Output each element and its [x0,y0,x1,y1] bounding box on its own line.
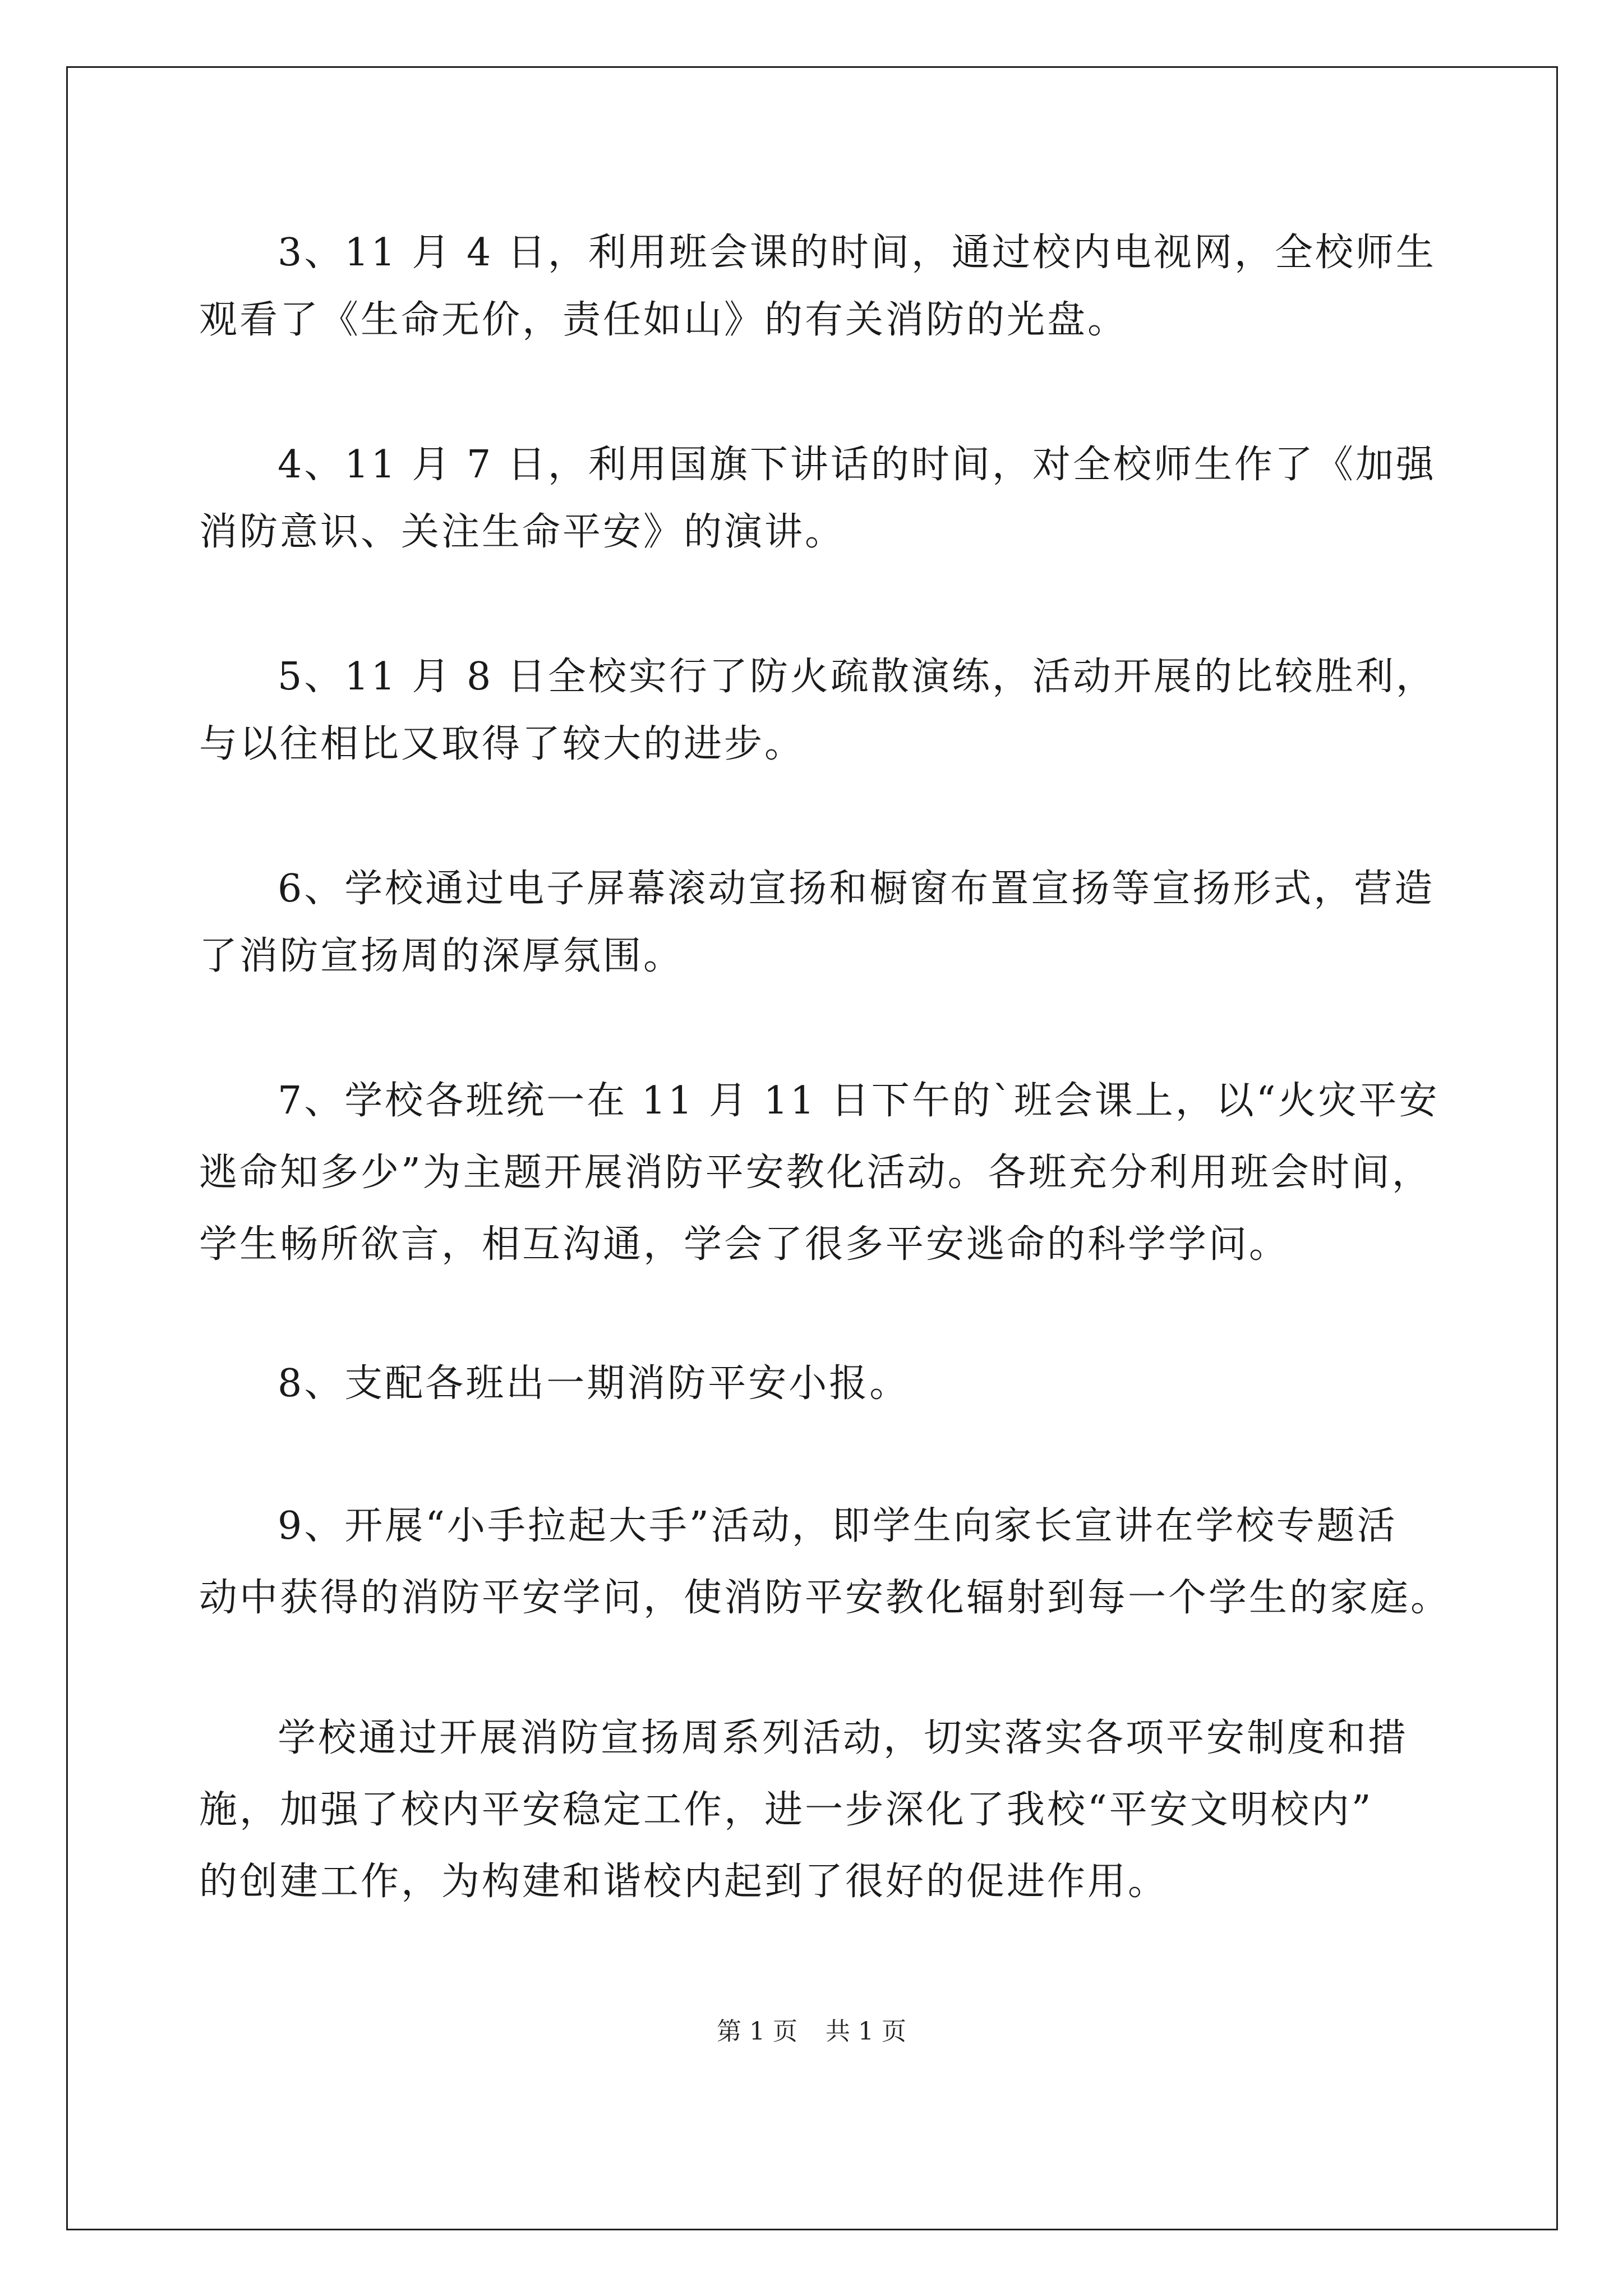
page-border [66,66,1558,2230]
paragraph-line: 4、11 月 7 日，利用国旗下讲话的时间，对全校师生作了《加强 [278,443,1436,487]
paragraph-line: 施，加强了校内平安稳定工作，进一步深化了我校“平安文明校内” [199,1788,1373,1832]
paragraph-line: 与以往相比又取得了较大的进步。 [199,722,805,766]
paragraph-line: 8、支配各班出一期消防平安小报。 [278,1361,910,1406]
paragraph-line: 学校通过开展消防宣扬周系列活动，切实落实各项平安制度和措 [278,1716,1409,1760]
paragraph-line: 逃命知多少”为主题开展消防平安教化活动。各班充分利用班会时间， [199,1151,1432,1195]
paragraph-line: 动中获得的消防平安学问，使消防平安教化辐射到每一个学生的家庭。 [199,1576,1451,1620]
page-number: 第 1 页 [717,2017,797,2046]
paragraph-line: 5、11 月 8 日全校实行了防火疏散演练，活动开展的比较胜利， [278,655,1436,699]
paragraph-line: 了消防宣扬周的深厚氛围。 [199,934,684,978]
paragraph-line: 6、学校通过电子屏幕滚动宣扬和橱窗布置宣扬等宣扬形式，营造 [278,867,1435,911]
paragraph-line: 学生畅所欲言，相互沟通，学会了很多平安逃命的科学学问。 [199,1222,1290,1267]
paragraph-line: 消防意识、关注生命平安》的演讲。 [199,510,846,554]
paragraph-line: 的创建工作，为构建和谐校内起到了很好的促进作用。 [199,1860,1169,1904]
paragraph-line: 3、11 月 4 日，利用班会课的时间，通过校内电视网，全校师生 [278,231,1436,275]
paragraph-line: 7、学校各班统一在 11 月 11 日下午的`班会课上，以“火灾平安 [278,1079,1440,1123]
page-total: 共 1 页 [826,2017,906,2046]
paragraph-line: 观看了《生命无价，责任如山》的有关消防的光盘。 [199,298,1128,342]
page-footer [0,2019,1623,2044]
paragraph-line: 9、开展“小手拉起大手”活动，即学生向家长宣讲在学校专题活 [278,1504,1398,1548]
